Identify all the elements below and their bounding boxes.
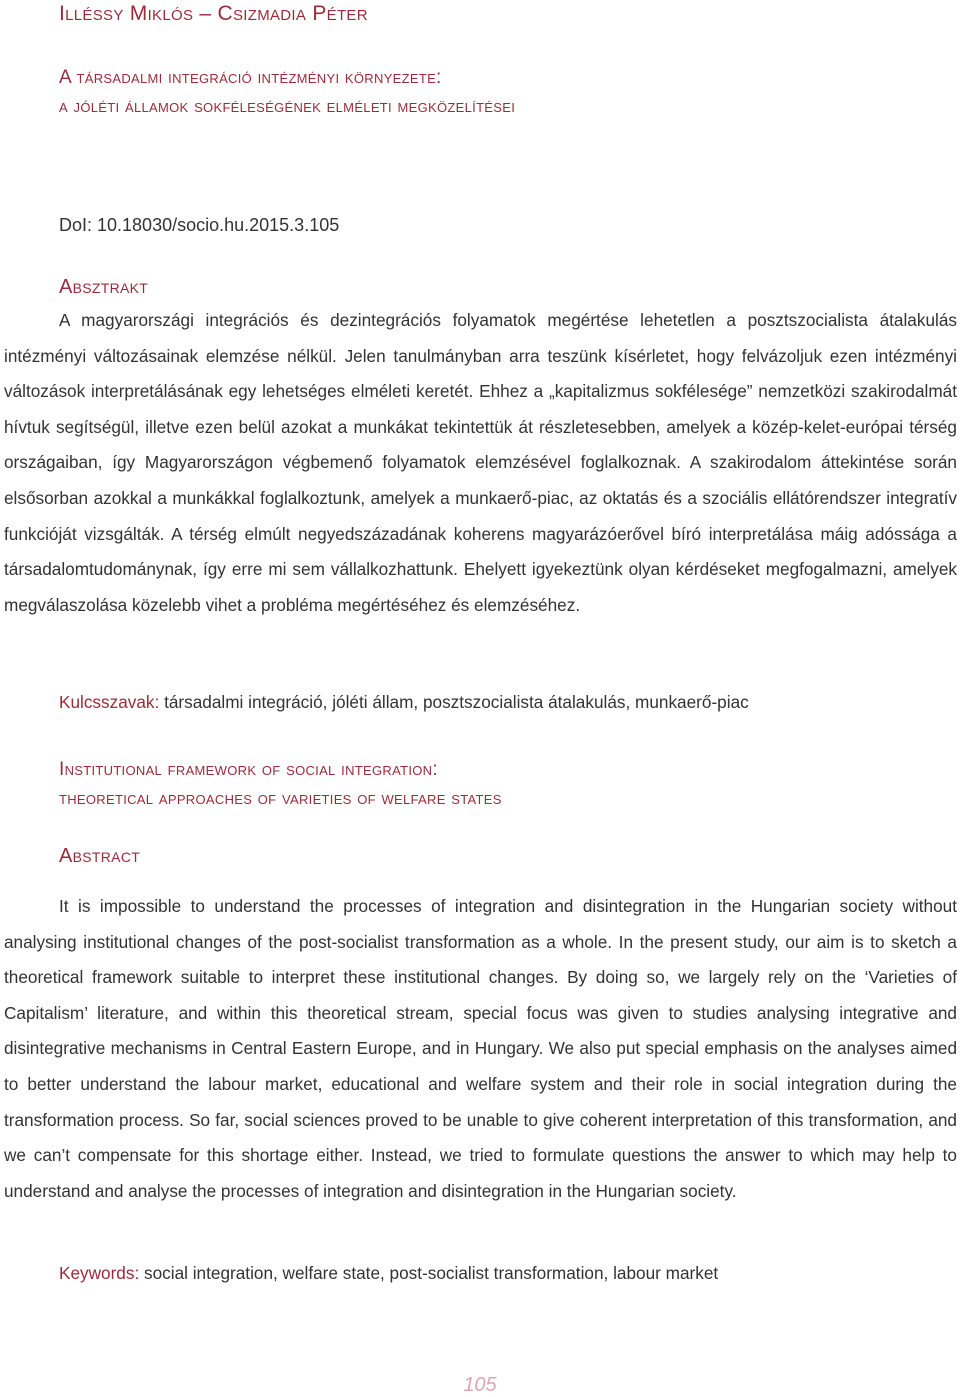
english-keywords <box>59 1263 718 1284</box>
authors: Illéssy Miklós – Csizmadia Péter <box>59 2 368 25</box>
hungarian-keywords-label: Kulcsszavak: <box>59 692 160 712</box>
english-abstract-body: It is impossible to understand the processes of integration and disintegration in the Hungarian society without analysing institutional changes of the post-socialist transformation as a whole. In the present study, our aim is to sketch a theoretical framework suitable to interpret these institutional changes. By doing so, we largely rely on the ‘Varieties of Capitalism’ literature, and within this theoretical stream, special focus was given to studies analysing integrative and disintegrative mechanisms in Central Eastern Europe, and in Hungary. We also put special emphasis on the analyses aimed to better understand the labour market, educational and welfare system and their role in social integration during the transformation process. So far, social sciences proved to be unable to give coherent interpretation of this transformation, and we can’t compensate for this shortage either. Instead, we tried to formulate questions the answer to which may help to understand and analyse the processes of integration and disintegration in the Hungarian society. <box>4 896 957 1201</box>
hungarian-title <box>59 63 515 121</box>
hungarian-keywords-list: társadalmi integráció, jóléti állam, posztszocialista átalakulás, munkaerő-piac <box>159 692 749 712</box>
hungarian-title-line-1: A társadalmi integráció intézményi környezete: <box>59 67 442 88</box>
page-number: 105 <box>463 1374 497 1396</box>
hungarian-title-line-2: a jóléti államok sokféleségének elméleti megközelítései <box>59 96 516 117</box>
doi: DoI: 10.18030/socio.hu.2015.3.105 <box>59 215 340 235</box>
english-keywords-label: Keywords: <box>59 1263 140 1283</box>
hungarian-keywords <box>59 692 749 713</box>
english-title-line-2: theoretical approaches of varieties of welfare states <box>59 788 502 809</box>
english-title-line-1: Institutional framework of social integration: <box>59 759 438 780</box>
english-abstract-heading: Abstract <box>59 845 141 867</box>
english-keywords-list: social integration, welfare state, post-socialist transformation, labour market <box>139 1263 719 1283</box>
english-title <box>59 755 502 813</box>
hungarian-abstract-body: A magyarországi integrációs és dezintegrációs folyamatok megértése lehetetlen a posztszocialista átalakulás intézményi változásainak elemzése nélkül. Jelen tanulmányban arra teszünk kísérletet, hogy felvázoljuk ezen intézményi változások interpretálásának egy lehetséges elméleti keretét. Ehhez a „kapitalizmus sokfélesége” nemzetközi szakirodalmát hívtuk segítségül, illetve ezen belül azokat a munkákat tekintettük át részletesebben, amelyek a közép-kelet-európai térség országaiban, így Magyarországon végbemenő folyamatok elemzésével foglalkoznak. A szakirodalom áttekintése során elsősorban azokkal a munkákkal foglalkoztunk, amelyek a munkaerő-piac, az oktatás és a szociális ellátórendszer integratív funkcióját vizsgálták. A térség elmúlt negyedszázadának koherens magyarázóerővel bíró interpretálása máig adóssága a társadalomtudománynak, így erre mi sem vállalkozhattunk. Ehelyett igyekeztünk olyan kérdéseket megfogalmazni, amelyek megválaszolása közelebb vihet a probléma megértéséhez és elemzéséhez. <box>4 310 957 615</box>
hungarian-abstract-heading: Absztrakt <box>59 276 149 298</box>
